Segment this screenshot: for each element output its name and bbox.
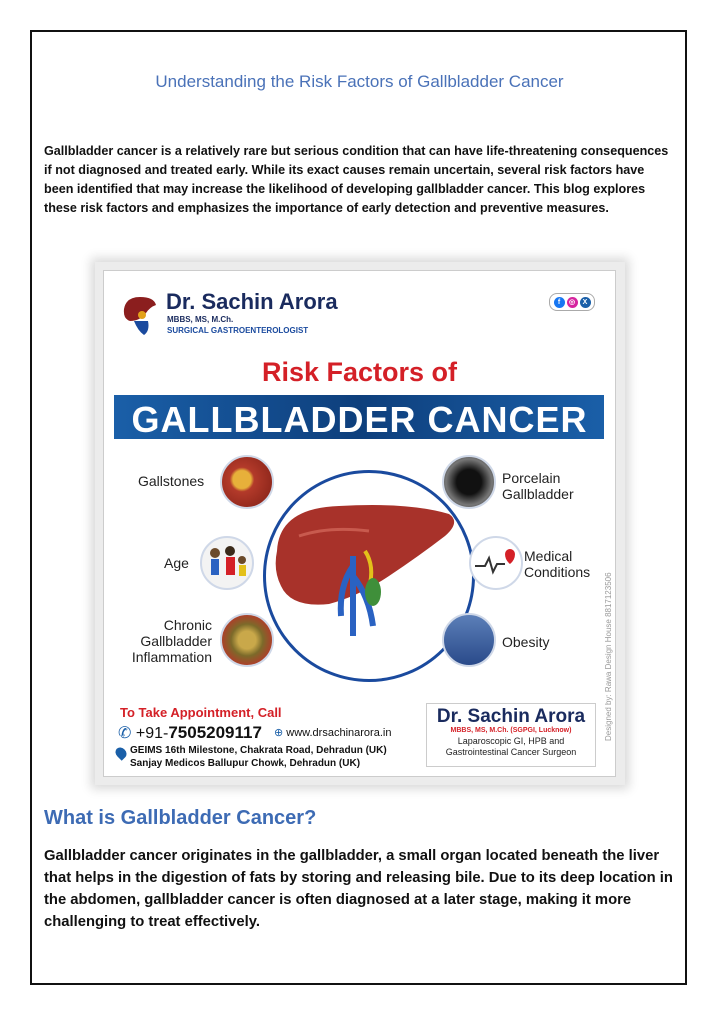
x-icon[interactable]: X xyxy=(580,297,591,308)
website-link[interactable]: www.drsachinarora.in xyxy=(286,727,392,739)
obesity-icon xyxy=(442,613,496,667)
page-title: Understanding the Risk Factors of Gallbladder Cancer xyxy=(155,72,564,91)
appointment-label: To Take Appointment, Call xyxy=(120,705,282,720)
website-row xyxy=(274,726,391,739)
facebook-icon[interactable]: f xyxy=(554,297,565,308)
doctor-specialty: SURGICAL GASTROENTEROLOGIST xyxy=(167,326,309,335)
designer-credit: Designed by: Rawa Design House 8817123506 xyxy=(604,572,613,741)
factor-age: Age xyxy=(164,555,189,571)
factor-chronic-line2: Gallbladder xyxy=(140,633,212,649)
poster-headline: Risk Factors of xyxy=(261,357,458,387)
address-line-1: GEIMS 16th Milestone, Chakrata Road, Dehradun (UK) xyxy=(130,745,387,756)
factor-porcelain-line1: Porcelain xyxy=(502,470,561,486)
doctor-credentials: MBBS, MS, M.Ch. xyxy=(167,315,234,324)
heartbeat-icon xyxy=(469,536,523,590)
section-heading: What is Gallbladder Cancer? xyxy=(44,807,317,829)
factor-gallstones: Gallstones xyxy=(138,473,205,489)
porcelain-gallbladder-icon xyxy=(442,455,496,509)
box-desc-line1: Laparoscopic GI, HPB and xyxy=(457,736,565,746)
gallstones-icon xyxy=(220,455,274,509)
address-line-2: Sanjay Medicos Ballupur Chowk, Dehradun (UK) xyxy=(130,758,361,769)
social-icons xyxy=(549,293,595,311)
box-doctor-name: Dr. Sachin Arora xyxy=(436,706,586,727)
factor-medical-line1: Medical xyxy=(524,548,573,564)
inflammation-icon xyxy=(220,613,274,667)
location-pin-icon xyxy=(113,745,129,761)
factor-obesity: Obesity xyxy=(502,634,550,650)
age-people-icon xyxy=(200,536,254,590)
poster-image xyxy=(103,270,616,777)
doctor-info-box xyxy=(426,703,596,767)
factor-medical-line2: Conditions xyxy=(524,564,591,580)
phone-row xyxy=(118,723,262,743)
section-body: Gallbladder cancer originates in the gallbladder, a small organ located beneath the liver that helps in the digestion of fats by storing and releasing bile. Due to its deep location in the abdomen, gallbladder cancer is often diagnosed at a later stage, making it more challenging to treat effectively. xyxy=(44,848,673,930)
instagram-icon[interactable]: ◎ xyxy=(567,297,578,308)
box-desc-line2: Gastrointestinal Cancer Surgeon xyxy=(445,747,577,757)
liver-illustration-icon xyxy=(269,496,465,646)
intro-paragraph: Gallbladder cancer is a relatively rare but serious condition that can have life-threatening consequences if not diagnosed and treated early. While its exact causes remain uncertain, several risk factors have been identified that may increase the likelihood of developing gallbladder cancer. This blog explores these risk factors and emphasizes the importance of early detection and preventive measures. xyxy=(44,144,669,215)
globe-icon: ⊕ xyxy=(274,727,284,739)
factor-chronic-line3: Inflammation xyxy=(131,649,212,665)
phone-prefix: +91- xyxy=(135,725,169,742)
factor-porcelain-line2: Gallbladder xyxy=(502,486,574,502)
phone-number[interactable]: 7505209117 xyxy=(168,723,262,742)
liver-logo-icon xyxy=(120,291,160,339)
factor-chronic-line1: Chronic xyxy=(163,617,212,633)
box-credentials: MBBS, MS, M.Ch. (SGPGI, Lucknow) xyxy=(450,727,572,734)
doctor-name: Dr. Sachin Arora xyxy=(166,289,338,314)
phone-icon: ✆ xyxy=(118,725,132,742)
banner-text: GALLBLADDER CANCER xyxy=(131,399,588,440)
